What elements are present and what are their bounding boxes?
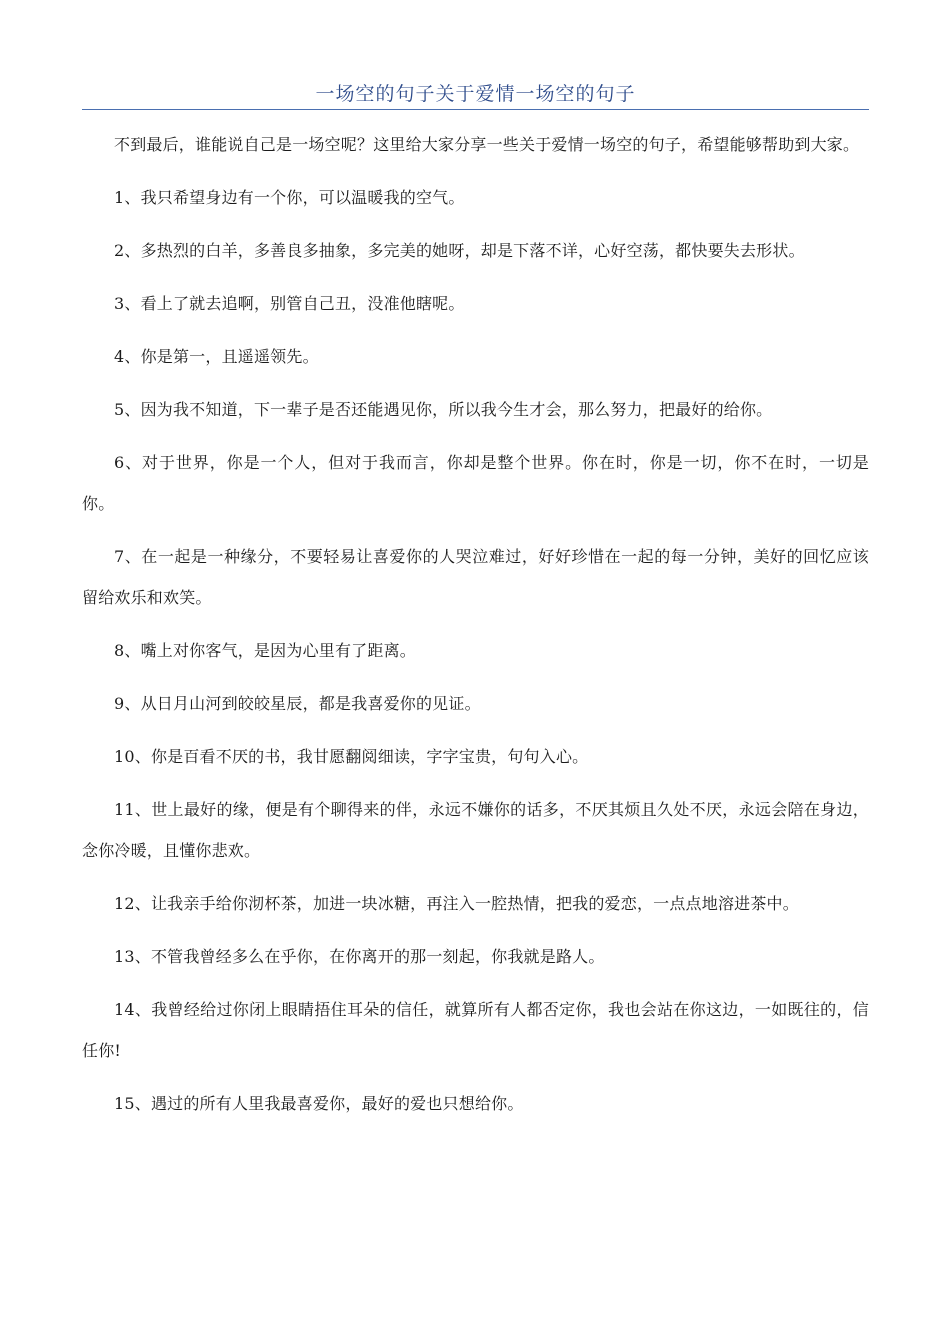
sentence-item: 4、你是第一，且遥遥领先。 (114, 347, 319, 366)
document-page (82, 0, 869, 1136)
sentence-item: 13、不管我曾经多么在乎你，在你离开的那一刻起，你我就是路人。 (114, 947, 605, 966)
title-underline (82, 109, 869, 110)
sentence-item: 10、你是百看不厌的书，我甘愿翻阅细读，字字宝贵，句句入心。 (114, 747, 589, 766)
sentence-item: 14、我曾经给过你闭上眼睛捂住耳朵的信任，就算所有人都否定你，我也会站在你这边，一如既往的，信任你! (82, 1000, 869, 1060)
sentence-item: 15、遇过的所有人里我最喜爱你，最好的爱也只想给你。 (114, 1094, 524, 1113)
sentence-item: 9、从日月山河到皎皎星辰，都是我喜爱你的见证。 (114, 694, 481, 713)
document-title: 一场空的句子关于爱情一场空的句子 (315, 83, 636, 105)
sentence-item: 11、世上最好的缘，便是有个聊得来的伴，永远不嫌你的话多，不厌其烦且久处不厌，永远会陪在身边，念你冷暖，且懂你悲欢。 (82, 800, 869, 860)
sentence-item: 12、让我亲手给你沏杯茶，加进一块冰糖，再注入一腔热情，把我的爱恋，一点点地溶进茶中。 (114, 894, 799, 913)
sentence-item: 8、嘴上对你客气，是因为心里有了距离。 (114, 641, 416, 660)
intro-paragraph: 不到最后，谁能说自己是一场空呢？这里给大家分享一些关于爱情一场空的句子，希望能够帮助到大家。 (114, 135, 860, 154)
document-body (82, 124, 869, 1124)
sentence-item: 6、对于世界，你是一个人，但对于我而言，你却是整个世界。你在时，你是一切，你不在时，一切是你。 (82, 453, 869, 513)
sentence-item: 1、我只希望身边有一个你，可以温暖我的空气。 (114, 188, 465, 207)
sentence-item: 3、看上了就去追啊，别管自己丑，没准他瞎呢。 (114, 294, 465, 313)
sentence-item: 5、因为我不知道，下一辈子是否还能遇见你，所以我今生才会，那么努力，把最好的给你。 (114, 400, 773, 419)
sentence-item: 7、在一起是一种缘分，不要轻易让喜爱你的人哭泣难过，好好珍惜在一起的每一分钟，美好的回忆应该留给欢乐和欢笑。 (82, 547, 869, 607)
sentence-item: 2、多热烈的白羊，多善良多抽象，多完美的她呀，却是下落不详，心好空荡，都快要失去形状。 (114, 241, 805, 260)
